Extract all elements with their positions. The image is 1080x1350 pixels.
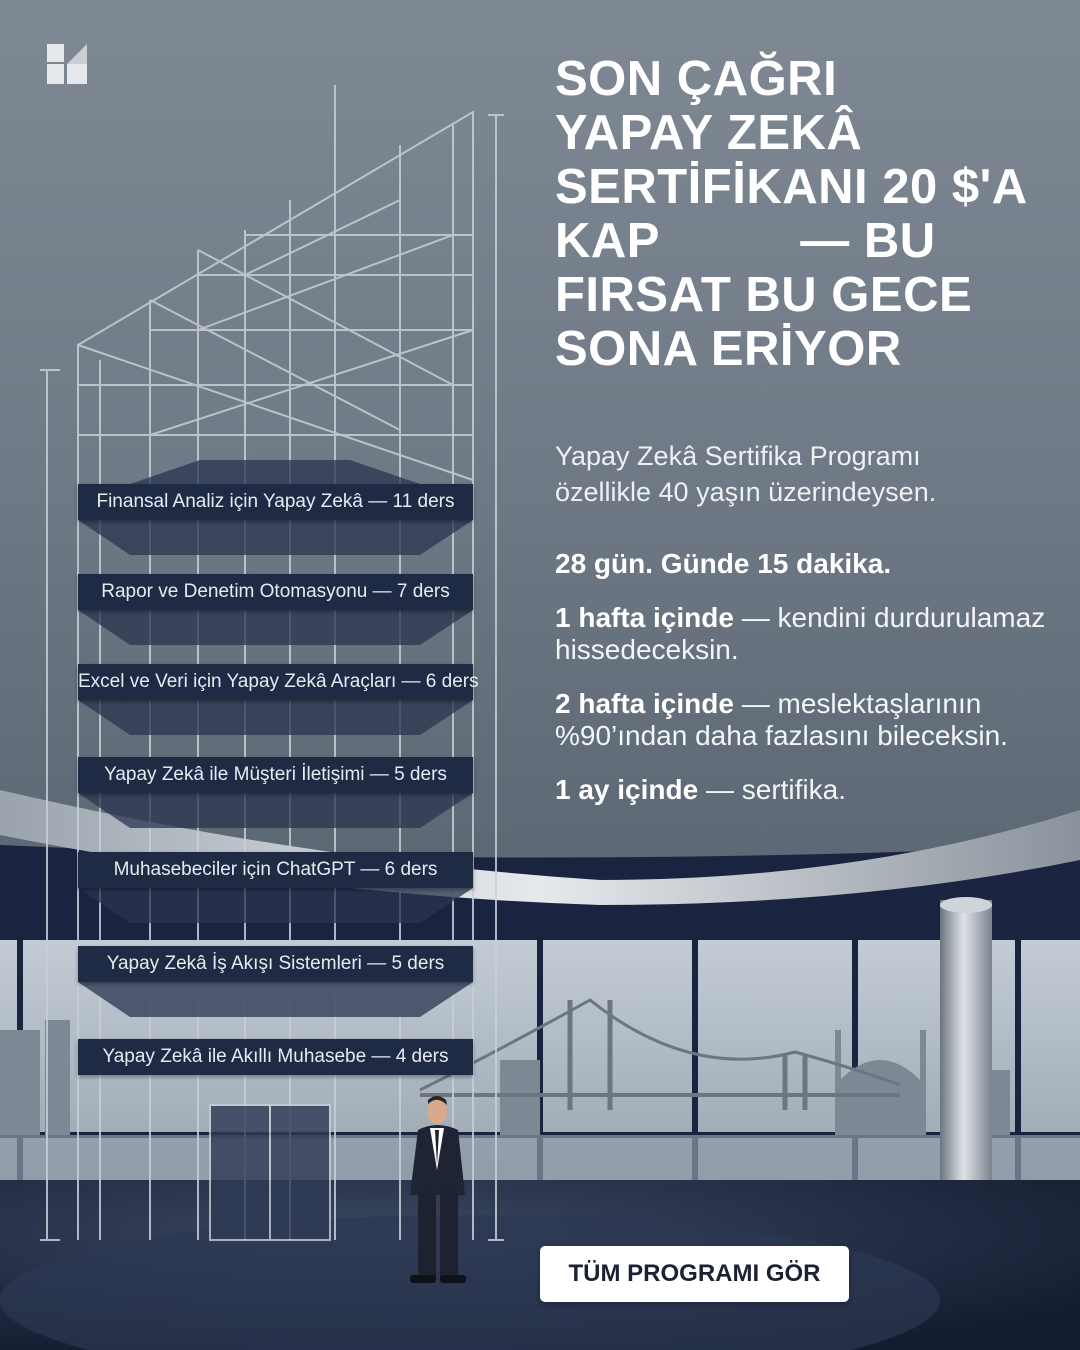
headline-line: SERTİFİKANI 20 $'A [555,160,1028,214]
description-line: özellikle 40 yaşın üzerindeysen. [555,477,937,507]
milestone-item [555,602,1065,666]
module-bar: Yapay Zekâ İş Akışı Sistemleri — 5 ders [78,946,473,982]
milestone-text: — sertifika. [698,774,846,805]
headline [555,52,1055,376]
view-program-button[interactable]: TÜM PROGRAMI GÖR [540,1246,849,1302]
milestone-text: — meslektaşlarının %90’ından daha fazlasını bileceksin. [555,688,1008,751]
module-bar: Muhasebeciler için ChatGPT — 6 ders [78,852,473,888]
headline-line: FIRSAT BU GECE [555,268,973,322]
module-bar: Yapay Zekâ ile Müşteri İletişimi — 5 ders [78,757,473,793]
benefits-list [555,548,1065,828]
schedule-text: 28 gün. Günde 15 dakika. [555,548,892,579]
program-description [555,438,1055,510]
headline-line: YAPAY ZEKÂ [555,106,863,160]
milestone-when: 2 hafta içinde [555,688,734,719]
milestone-when: 1 hafta içinde [555,602,734,633]
module-bar: Finansal Analiz için Yapay Zekâ — 11 ders [78,484,473,520]
milestone-item [555,774,1065,806]
milestone-item [555,688,1065,752]
headline-line: KAP — BU [555,214,936,268]
headline-line: SONA ERİYOR [555,322,902,376]
module-bar: Excel ve Veri için Yapay Zekâ Araçları — 6 ders [78,664,473,700]
stacked-squares-logo-icon [47,44,87,84]
description-line: Yapay Zekâ Sertifika Programı [555,441,921,471]
milestone-text: — kendini durdurulamaz hissedeceksin. [555,602,1046,665]
module-bar: Rapor ve Denetim Otomasyonu — 7 ders [78,574,473,610]
milestone-when: 1 ay içinde [555,774,699,805]
headline-line: SON ÇAĞRI [555,52,838,106]
module-bar: Yapay Zekâ ile Akıllı Muhasebe — 4 ders [78,1039,473,1075]
